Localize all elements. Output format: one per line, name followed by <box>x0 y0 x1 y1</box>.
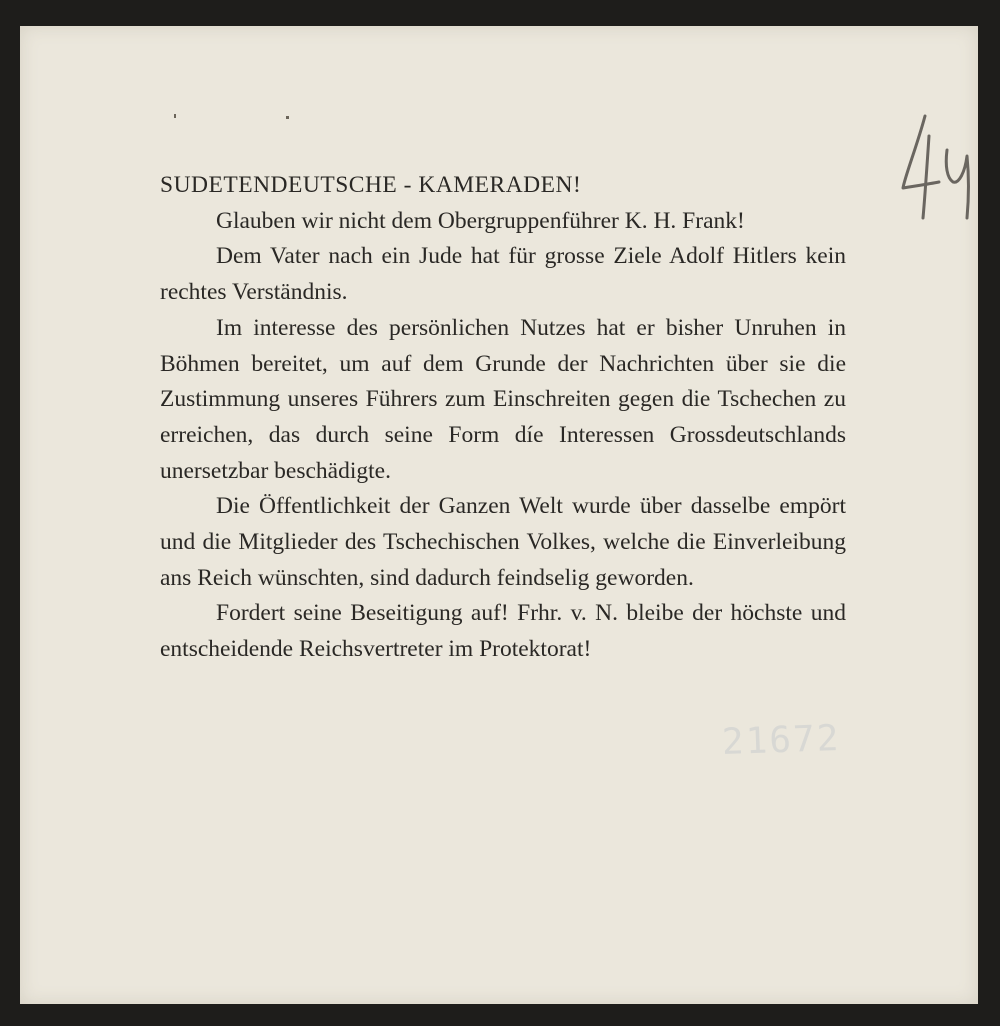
handwritten-page-number <box>895 106 985 226</box>
paper-speck <box>174 114 176 118</box>
paper-speck <box>286 116 289 119</box>
leaflet-text <box>160 168 846 668</box>
paragraph-3: Im interesse des persönlichen Nutzes hat er bisher Unruhen in Böhmen bereitet, um auf dem Grunde der Nachrichten über sie die Zustimmung unseres Führers zum Einschreiten gegen die Tschechen zu erreichen, das durch seine Form díe Interessen Grossdeutschlands unersetzbar beschädigte. <box>160 314 846 484</box>
faint-archive-stamp: 21672 <box>721 717 842 764</box>
paragraph-1: Glauben wir nicht dem Obergruppenführer K. H. Frank! <box>216 207 745 234</box>
leaflet-heading: SUDETENDEUTSCHE - KAMERADEN! <box>160 172 582 198</box>
paragraph-2: Dem Vater nach ein Jude hat für grosse Ziele Adolf Hitlers kein rechtes Verständnis. <box>160 243 846 306</box>
paragraph-5: Fordert seine Beseitigung auf! Frhr. v. N. bleibe der höchste und entscheidende Reichsvertreter im Protektorat! <box>160 600 846 663</box>
paragraph-4: Die Öffentlichkeit der Ganzen Welt wurde über dasselbe empört und die Mitglieder des Tschechischen Volkes, welche die Einverleibung ans Reich wünschten, sind dadurch feindselig geworden. <box>160 493 846 591</box>
